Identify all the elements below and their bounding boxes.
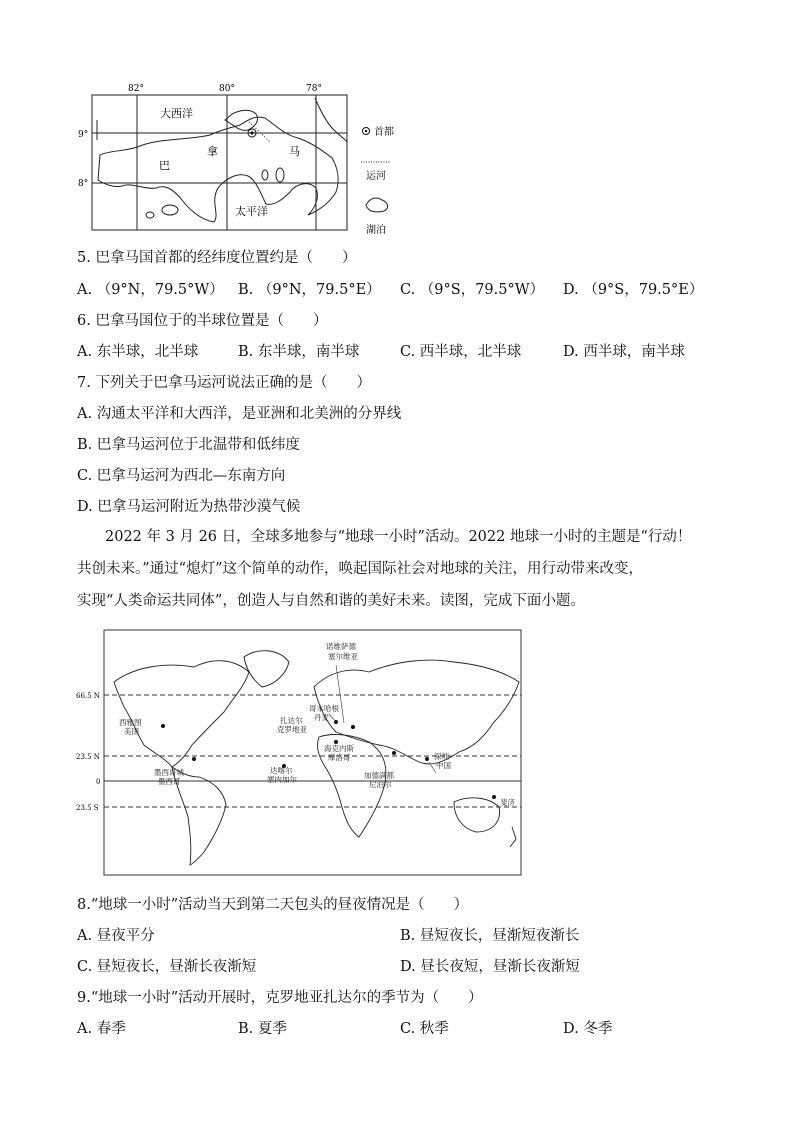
q6-option-b: B. 东半球，南半球 bbox=[238, 344, 360, 360]
svg-text:扎达尔: 扎达尔 bbox=[280, 716, 303, 725]
svg-text:首都: 首都 bbox=[374, 127, 394, 138]
question-9: 9.“地球一小时”活动开展时，克罗地亚扎达尔的季节为（ ） bbox=[77, 990, 483, 1006]
q5-option-d: D. （9°S，79.5°E） bbox=[563, 282, 704, 298]
svg-text:太平洋: 太平洋 bbox=[235, 205, 268, 218]
svg-text:23.5 S: 23.5 S bbox=[76, 804, 99, 812]
q7-option-b: B. 巴拿马运河位于北温带和低纬度 bbox=[77, 437, 300, 453]
q9-option-c: C. 秋季 bbox=[400, 1021, 449, 1037]
svg-text:墨西哥城: 墨西哥城 bbox=[154, 768, 184, 777]
q9-option-a: A. 春季 bbox=[77, 1021, 126, 1037]
question-7: 7. 下列关于巴拿马运河说法正确的是（ ） bbox=[77, 375, 371, 391]
q6-option-c: C. 西半球，北半球 bbox=[400, 344, 522, 360]
q8-option-d: D. 昼长夜短，昼渐长夜渐短 bbox=[400, 959, 580, 975]
svg-text:0: 0 bbox=[96, 778, 101, 786]
question-6: 6. 巴拿马国位于的半球位置是（ ） bbox=[77, 313, 328, 329]
passage-line: 2022 年 3 月 26 日，全球多地参与“地球一小时”活动。2022 地球一小时的主题是“行动！ bbox=[105, 529, 692, 545]
svg-text:哥本哈根: 哥本哈根 bbox=[309, 704, 339, 713]
svg-text:诺维萨德 塞尔维亚: 诺维萨德 塞尔维亚 bbox=[74, 627, 83, 628]
svg-text:深圳: 深圳 bbox=[434, 752, 449, 761]
svg-text:78°: 78° bbox=[306, 84, 322, 94]
passage-line: 实现“人类命运共同体”，创造人与自然和谐的美好未来。读图，完成下面小题。 bbox=[77, 593, 585, 609]
q8-option-b: B. 昼短夜长，昼渐短夜渐长 bbox=[400, 928, 580, 944]
q8-option-a: A. 昼夜平分 bbox=[77, 928, 155, 944]
q5-option-b: B. （9°N，79.5°E） bbox=[238, 282, 381, 298]
q7-option-a: A. 沟通太平洋和大西洋，是亚洲和北美洲的分界线 bbox=[77, 406, 402, 422]
svg-text:尼泊尔: 尼泊尔 bbox=[369, 780, 392, 789]
svg-text:美国: 美国 bbox=[124, 727, 139, 736]
q5-option-c: C. （9°S，79.5°W） bbox=[400, 282, 545, 298]
q5-option-a: A. （9°N，79.5°W） bbox=[77, 282, 224, 298]
svg-text:加德满都: 加德满都 bbox=[364, 771, 394, 780]
svg-text:80°: 80° bbox=[219, 84, 235, 94]
svg-text:摩洛哥: 摩洛哥 bbox=[328, 753, 351, 762]
panama-map bbox=[70, 80, 410, 240]
q7-option-c: C. 巴拿马运河为西北—东南方向 bbox=[77, 468, 286, 484]
svg-text:克罗地亚: 克罗地亚 bbox=[277, 725, 307, 734]
svg-text:斐济: 斐济 bbox=[500, 798, 515, 807]
svg-text:达喀尔: 达喀尔 bbox=[270, 766, 293, 775]
svg-text:西雅图: 西雅图 bbox=[119, 718, 142, 727]
svg-text:马: 马 bbox=[289, 145, 300, 158]
svg-text:中国: 中国 bbox=[436, 761, 451, 770]
svg-text:8°: 8° bbox=[78, 179, 89, 189]
q8-option-c: C. 昼短夜长，昼渐长夜渐短 bbox=[77, 959, 257, 975]
svg-text:诺维萨德: 诺维萨德 bbox=[326, 642, 356, 651]
svg-text:湖泊: 湖泊 bbox=[366, 225, 386, 236]
svg-text:运河: 运河 bbox=[366, 171, 386, 182]
svg-text:82°: 82° bbox=[128, 84, 144, 94]
passage bbox=[77, 521, 717, 617]
svg-text:9°: 9° bbox=[78, 130, 89, 140]
svg-text:大西洋: 大西洋 bbox=[160, 107, 193, 120]
q9-option-d: D. 冬季 bbox=[563, 1021, 613, 1037]
svg-text:塞内加尔: 塞内加尔 bbox=[267, 775, 297, 784]
svg-text:丹麦: 丹麦 bbox=[314, 713, 329, 722]
world-map bbox=[74, 627, 524, 877]
svg-text:海克内斯: 海克内斯 bbox=[324, 744, 354, 753]
passage-line: 共创未来。”通过“熄灯”这个简单的动作，唤起国际社会对地球的关注，用行动带来改变， bbox=[77, 561, 643, 577]
svg-text:塞尔维亚: 塞尔维亚 bbox=[328, 652, 358, 661]
q6-option-d: D. 西半球，南半球 bbox=[563, 344, 685, 360]
svg-text:23.5 N: 23.5 N bbox=[76, 753, 100, 761]
question-8: 8.“地球一小时”活动当天到第二天包头的昼夜情况是（ ） bbox=[77, 897, 469, 913]
svg-text:66.5 N: 66.5 N bbox=[76, 692, 100, 700]
svg-text:拿: 拿 bbox=[207, 145, 218, 158]
svg-text:墨西哥: 墨西哥 bbox=[158, 777, 181, 786]
svg-text:巴: 巴 bbox=[159, 159, 170, 172]
q6-option-a: A. 东半球，北半球 bbox=[77, 344, 199, 360]
q7-option-d: D. 巴拿马运河附近为热带沙漠气候 bbox=[77, 499, 301, 515]
question-5: 5. 巴拿马国首都的经纬度位置约是（ ） bbox=[77, 250, 357, 266]
q9-option-b: B. 夏季 bbox=[238, 1021, 287, 1037]
